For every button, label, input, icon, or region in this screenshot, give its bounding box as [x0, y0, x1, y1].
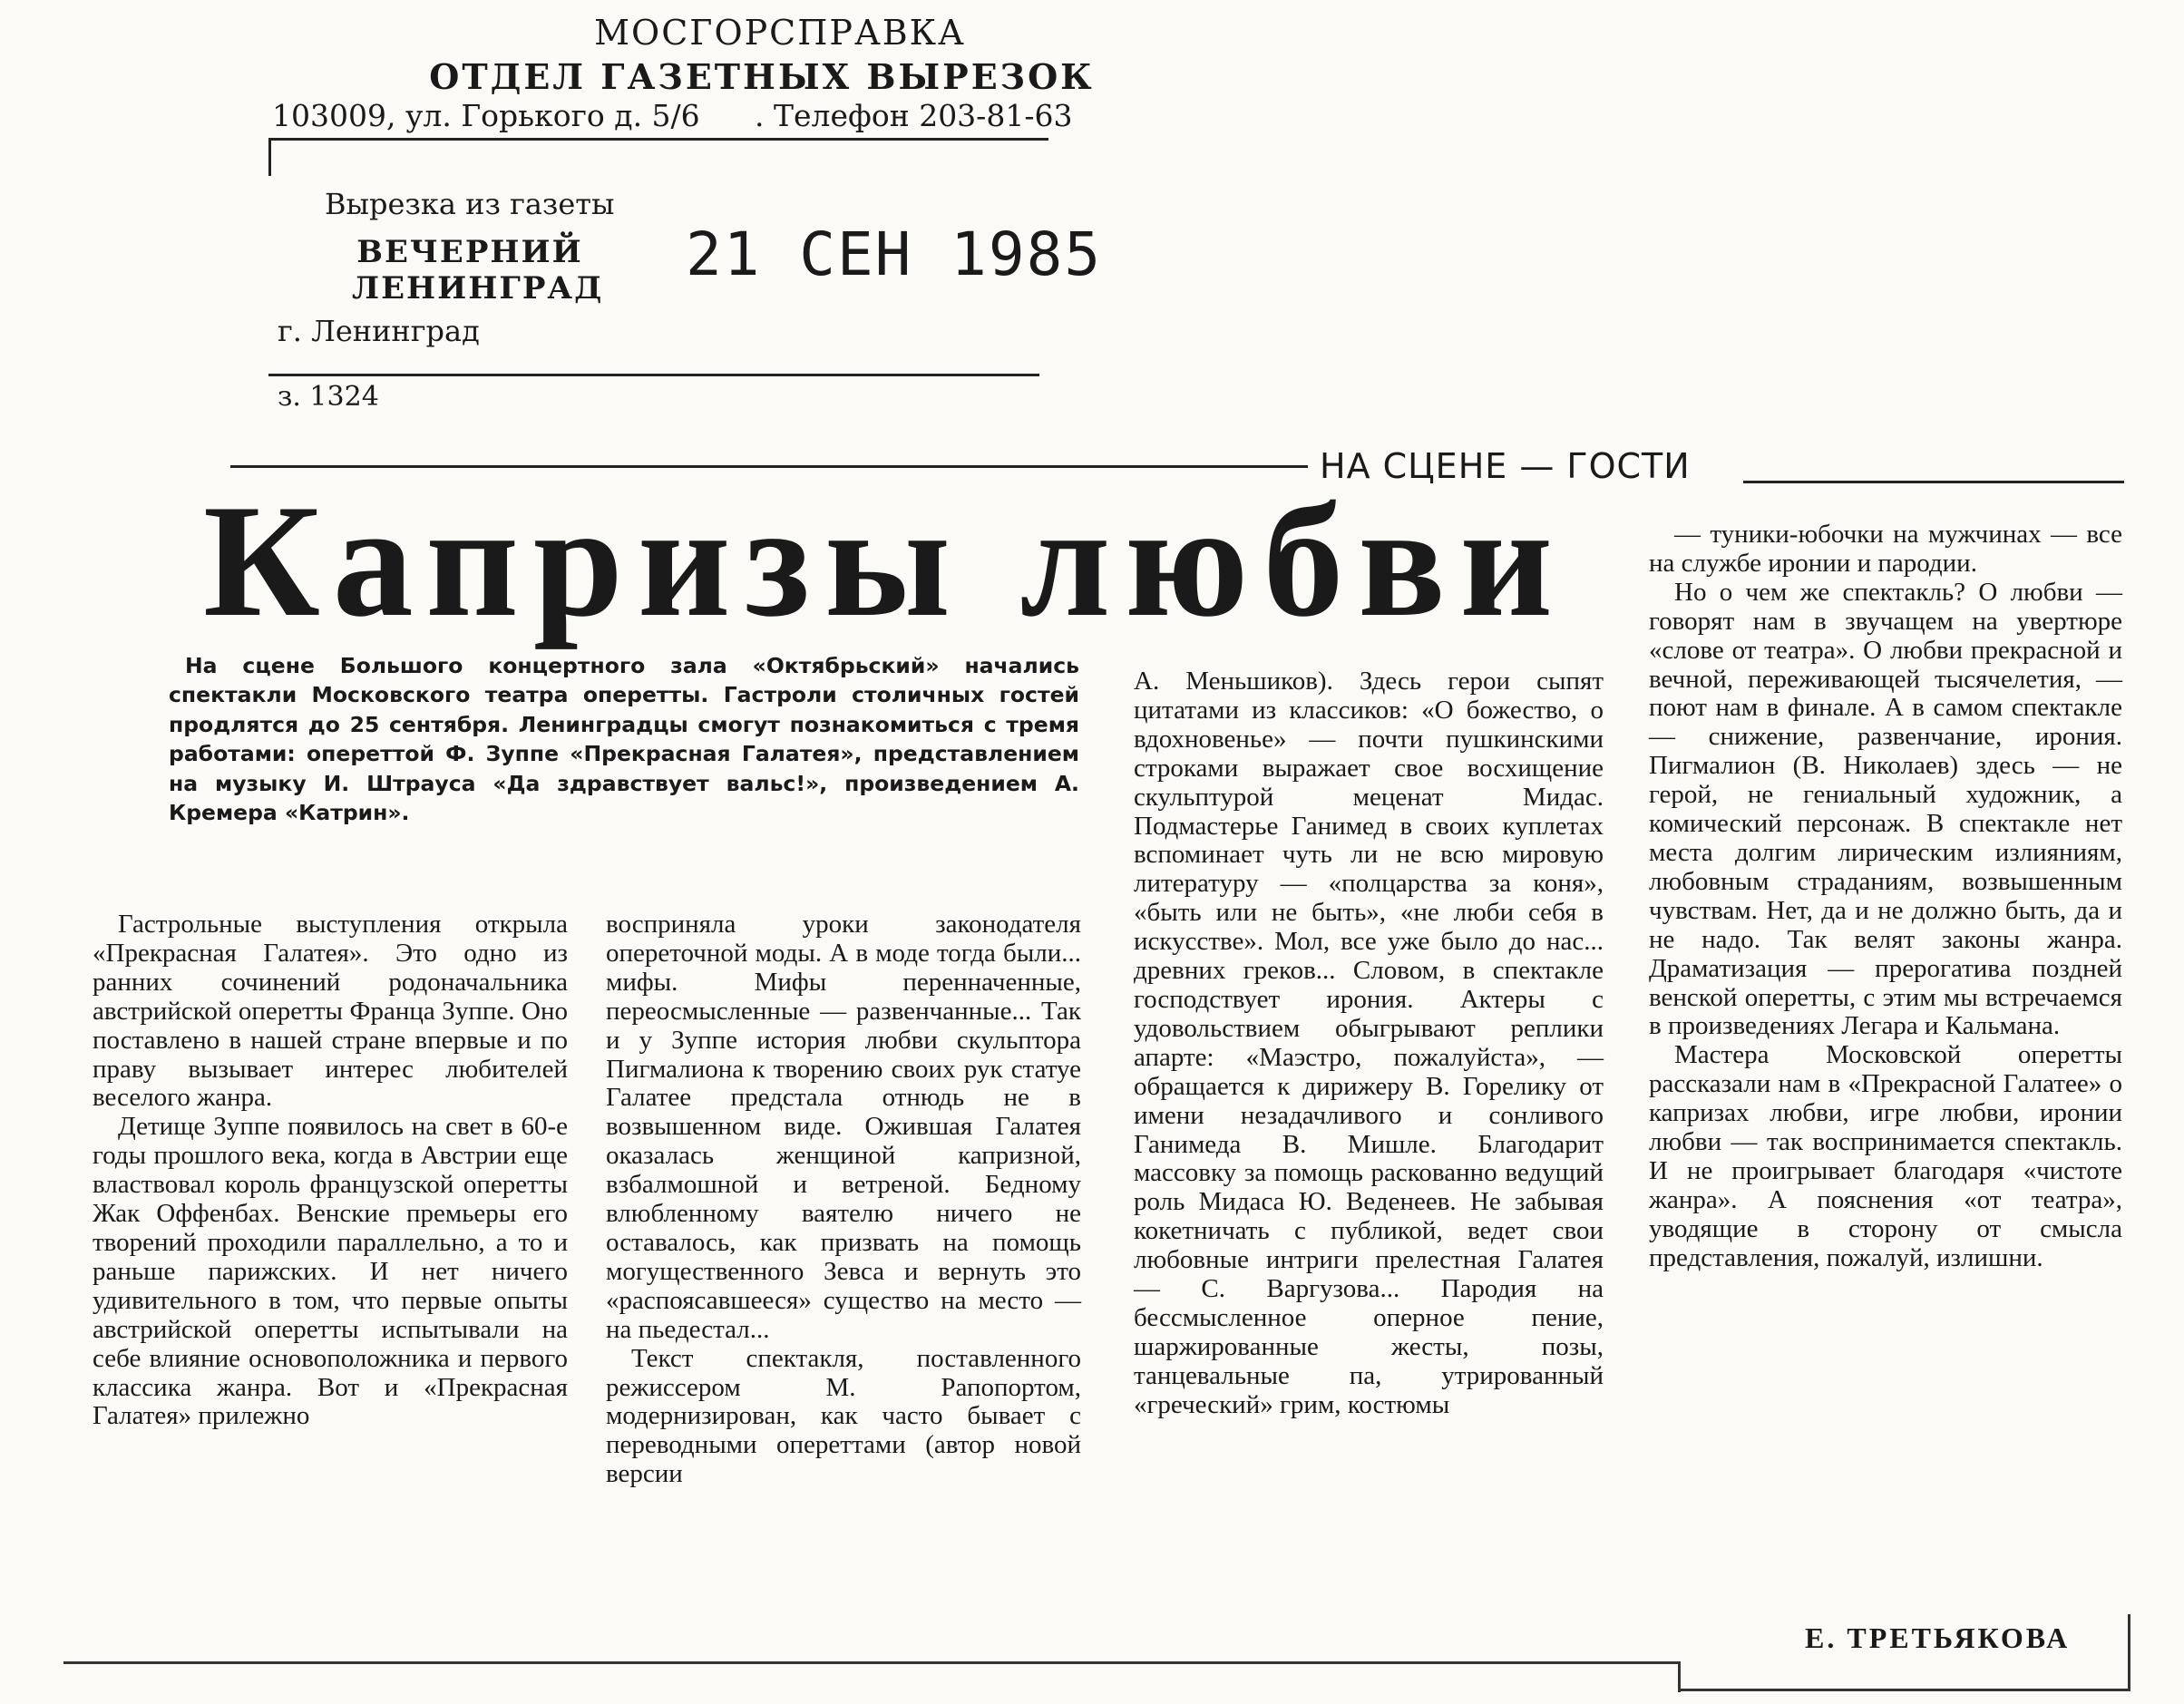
article-lead: На сцене Большого концертного зала «Октябрьский» начались спектакли Московского театра оперетты. Гастроли столичных гостей продлятся до 25 сентября. Ленинградцы смогут познакомиться с тремя работами: опереттой Ф. Зуппе «Прекрасная Галатея», представлением на музыку И. Штрауса «Да здравствует вальс!», произведением А. Кремера «Катрин». — [169, 653, 1079, 826]
paragraph: Мастера Московской оперетты рассказали нам в «Прекрасной Галатее» о капризах любви, игре любви, иронии любви — так воспринимается спектакль. И не проигрывает благодаря «чистоте жанра». А пояснения «от театра», уводящие в сторону от смысла представления, пожалуй, излишни. — [1649, 1040, 2122, 1272]
clipping-label: Вырезка из газеты — [325, 187, 615, 221]
bottom-rule — [63, 1661, 1678, 1664]
paragraph: А. Меньшиков). Здесь герои сыпят цитатами из классиков: «О божество, о вдохновенье» — почти пушкинскими строками выражает свое восхищение скульптурой меценат Мидас. Подмастерье Ганимед в своих куплетах вспоминает чуть ли не всю мировую литературу — «полцарства за коня», «быть или не быть», «не люби себя в искусстве». Мол, все уже было до нас... древних греков... Словом, в спектакле господствует ирония. Актеры с удовольствием обыгрывают реплики апарте: «Маэстро, пожалуйста», — обращается к дирижеру В. Горелику от имени незадачливого и сонливого Ганимеда В. Мишле. Благодарит массовку за помощь раскованно ведущий роль Мидаса Ю. Веденеев. Не забывая кокетничать с публикой, ведет свои любовные интриги прелестная Галатея — С. Варгузова... Пародия на бессмысленное оперное пение, шаржированные жесты, позы, танцевальные па, утрированный «греческий» грим, костюмы — [1134, 667, 1604, 1419]
paragraph: Детище Зуппе появилось на свет в 60-е годы прошлого века, когда в Австрии еще властвовал король французской оперетты Жак Оффенбах. Венские премьеры его творений проходили параллельно, а то и раньше парижских. И нет ничего удивительного в том, что первые опыты австрийской оперетты испытывали на себе влияние основоположника и первого классика жанра. Вот и «Прекрасная Галатея» прилежно — [93, 1112, 568, 1431]
newspaper-name-line1: ВЕЧЕРНИЙ — [356, 234, 583, 270]
article-column-4 — [1649, 521, 2122, 1273]
stamp-address: 103009, ул. Горького д. 5/6 — [272, 98, 700, 133]
rubric: НА СЦЕНЕ — ГОСТИ — [1320, 446, 1691, 486]
clipping-city: г. Ленинград — [278, 314, 480, 348]
article-column-2 — [606, 910, 1081, 1489]
article-column-1 — [93, 910, 568, 1431]
stamp-phone: . Телефон 203-81-63 — [755, 98, 1073, 133]
article-title: Капризы любви — [203, 471, 1568, 650]
date-stamp: 21 СЕН 1985 — [686, 219, 1103, 289]
paragraph: — туники-юбочки на мужчинах — все на службе иронии и пародии. — [1649, 520, 2122, 578]
bracket-right-rule — [2128, 1614, 2130, 1691]
stamp-agency: МОСГОРСПРАВКА — [594, 13, 966, 53]
stamp-department: ОТДЕЛ ГАЗЕТНЫХ ВЫРЕЗОК — [429, 56, 1095, 97]
newspaper-name-line2: ЛЕНИНГРАД — [352, 270, 604, 307]
bracket-bottom-rule — [1678, 1689, 2128, 1691]
stamp-bottom-rule — [268, 374, 1039, 376]
paragraph: Но о чем же спектакль? О любви — говорят нам в звучащем на увертюре «слове от театра». О любви прекрасной и вечной, переживающей тысячелетия, — поют нам в финале. А в самом спектакле — снижение, развенчание, ирония. Пигмалион (В. Николаев) здесь — не герой, не гениальный художник, а комический персонаж. В спектакле нет места долгим лирическим излияниям, любовным страданиям, возвышенным чувствам. Нет, да и не должно быть, да и не надо. Так велят законы жанра. Драматизация — прерогатива поздней венской оперетты, с этим мы встречаемся в произведениях Легара и Кальмана. — [1649, 577, 2122, 1041]
stamp-left-rule — [268, 138, 271, 176]
newspaper-name — [352, 234, 604, 307]
paragraph: восприняла уроки законодателя опереточной моды. А в моде тогда были... мифы. Мифы перенначенные, переосмысленные — развенчанные... Так и у Зуппе история любви скульптора Пигмалиона к творению своих рук статуе Галатее предстала отнюдь не в возвышенном виде. Ожившая Галатея оказалась женщиной капризной, взбалмошной и ветреной. Бедному влюбленному ваятелю ничего не оставалось, как призвать на помощь могущественного Зевса и вернуть это «распоясавшееся» существо на место — на пьедестал... — [606, 910, 1081, 1344]
paragraph: Текст спектакля, поставленного режиссером М. Рапопортом, модернизирован, как часто бывает с переводными опереттами (автор новой версии — [606, 1343, 1081, 1489]
article-byline: Е. ТРЕТЬЯКОВА — [1805, 1621, 2071, 1654]
rubric-rule-right — [1743, 481, 2124, 483]
bracket-left-rule — [1678, 1661, 1681, 1692]
stamp-top-rule — [268, 138, 1048, 141]
article-column-3 — [1134, 667, 1604, 1420]
rubric-rule-left — [230, 465, 1308, 468]
order-number: з. 1324 — [278, 381, 379, 413]
paragraph: Гастрольные выступления открыла «Прекрасная Галатея». Это одно из ранних сочинений родоначальника австрийской оперетты Франца Зуппе. Оно поставлено в нашей стране впервые и по праву вызывает интерес любителей веселого жанра. — [93, 910, 568, 1113]
